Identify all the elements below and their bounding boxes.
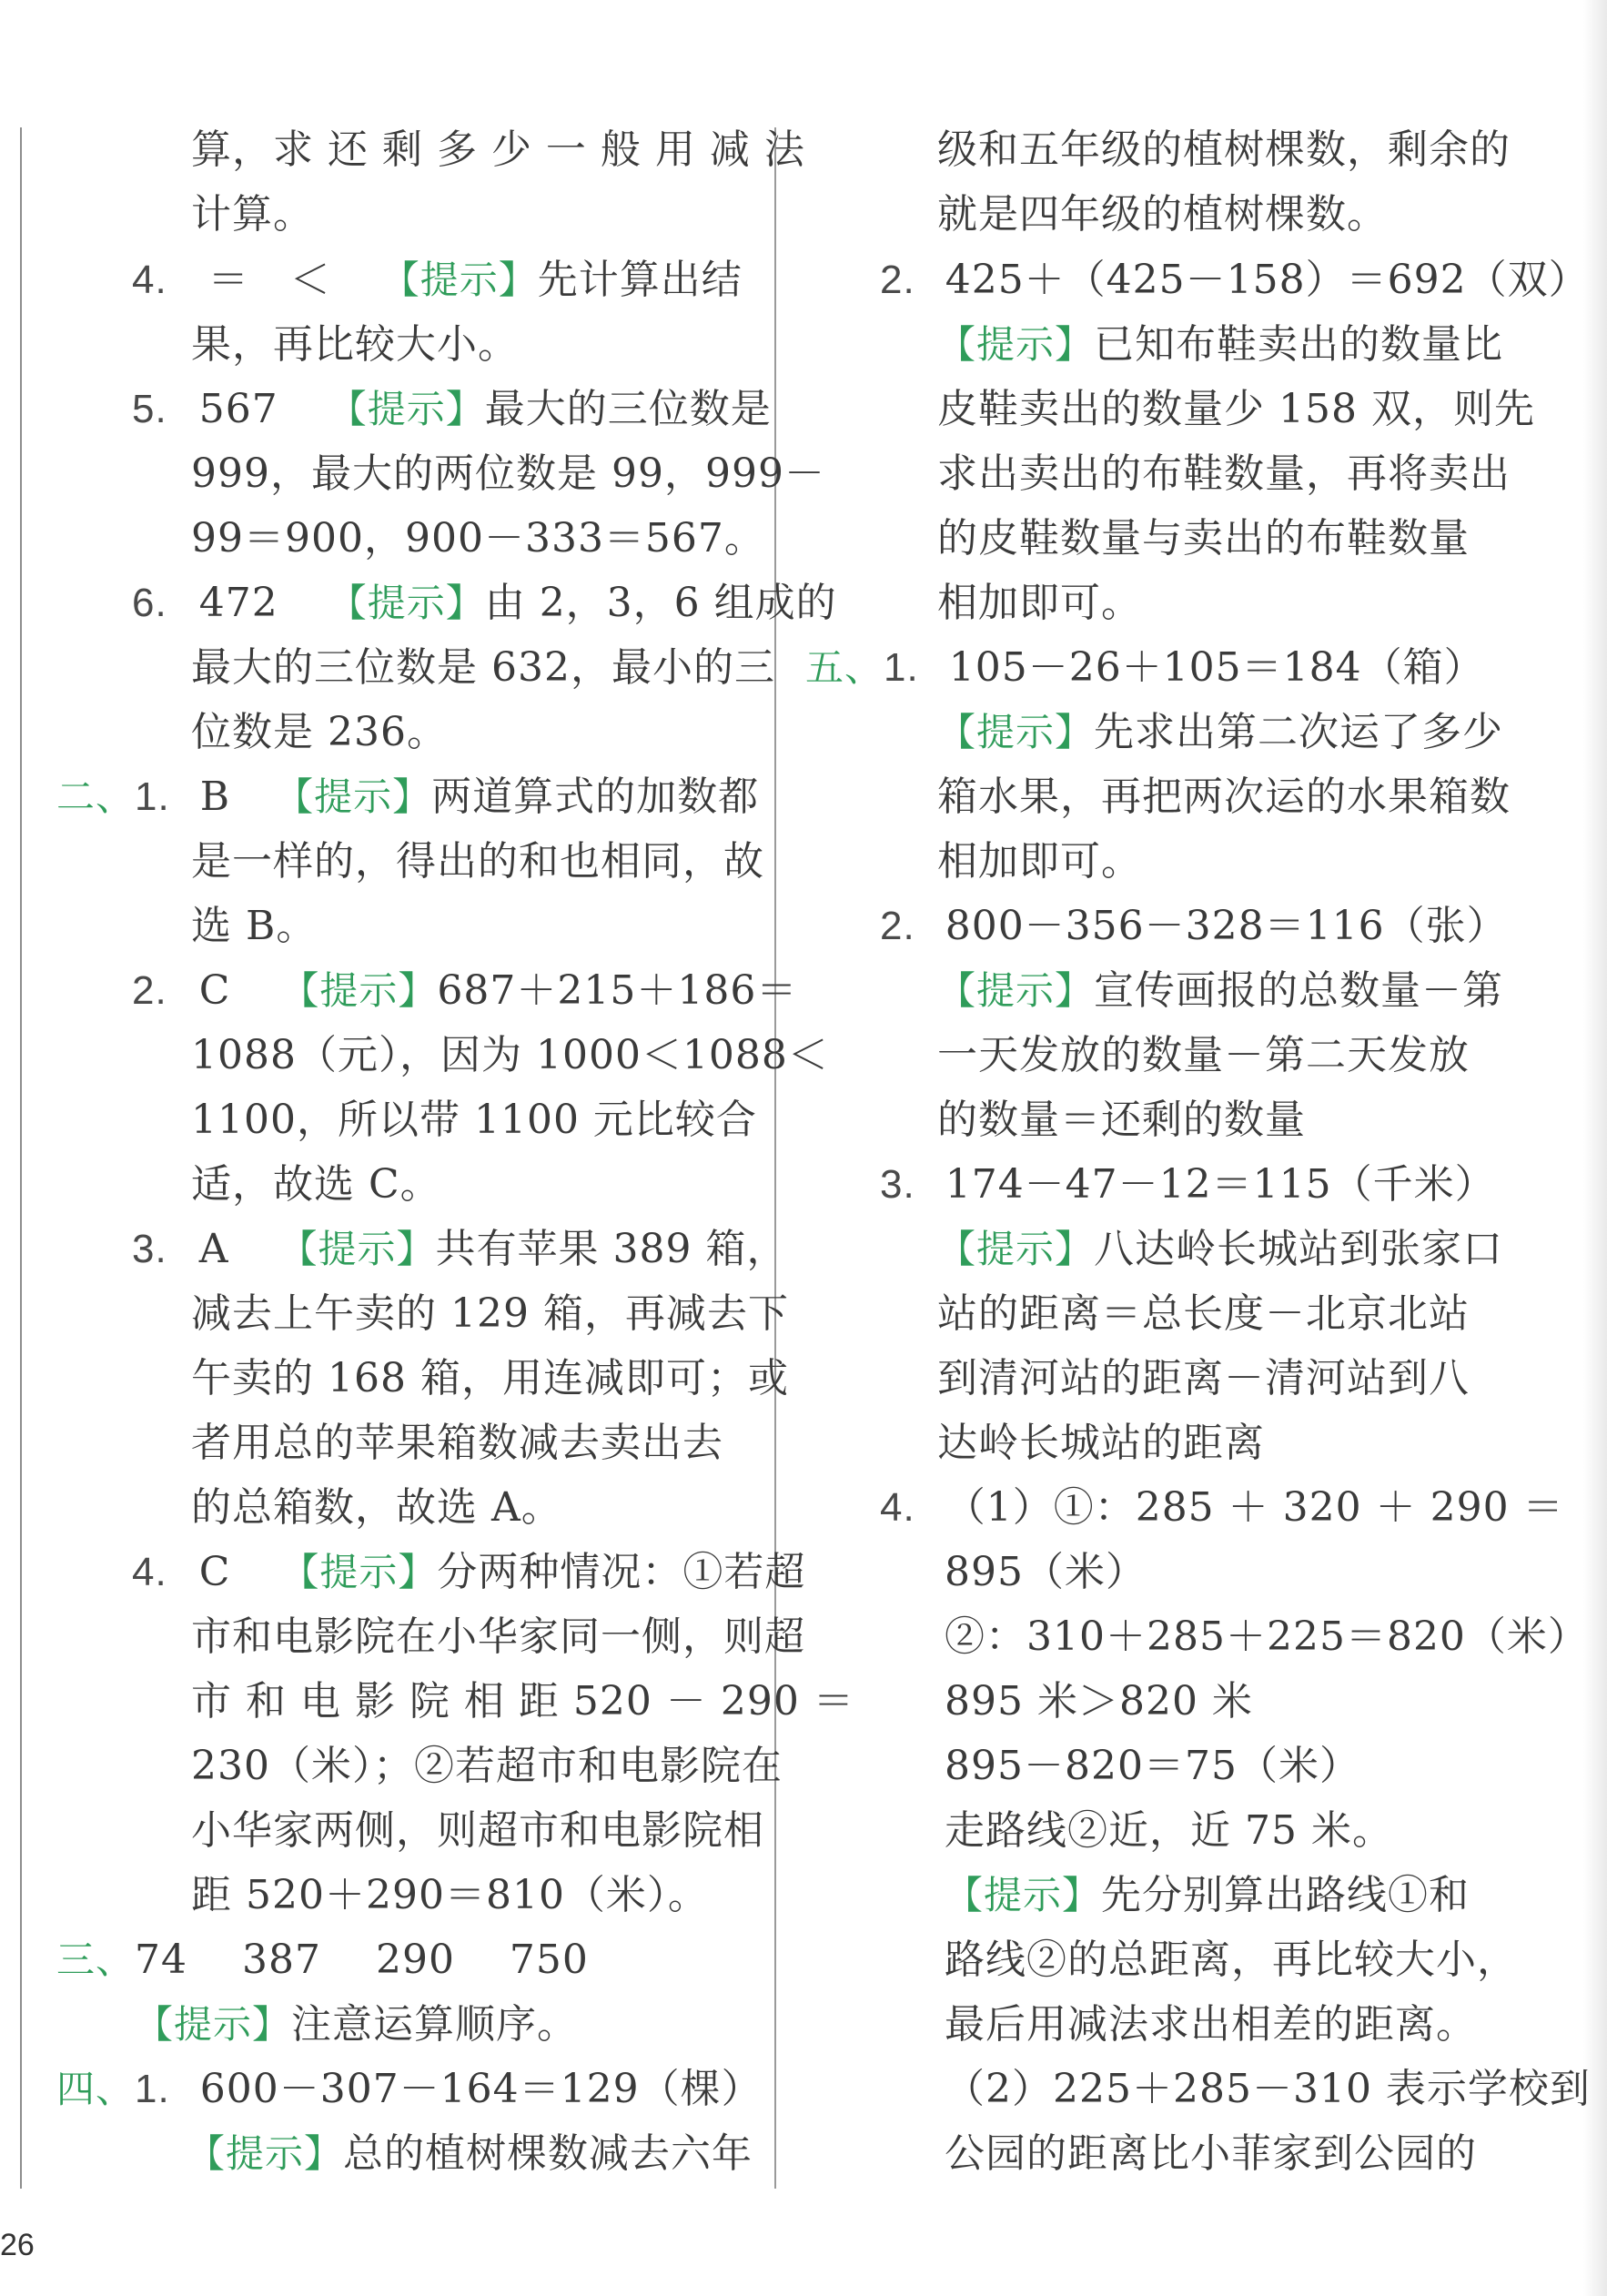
question-number: 2. xyxy=(880,258,915,302)
section-5-q3 xyxy=(880,1158,1496,1212)
question-number: 4. xyxy=(880,1485,915,1530)
answer: 174－47－12＝115（千米） xyxy=(945,1161,1496,1208)
hint-line xyxy=(945,1868,1470,1923)
page-number: 26 xyxy=(0,2228,35,2262)
answer: C xyxy=(198,1549,231,1595)
text-line: 895（米） xyxy=(945,1549,1147,1595)
text-line: 者用总的苹果箱数减去卖出去 xyxy=(191,1420,723,1466)
text-line: 的数量＝还剩的数量 xyxy=(937,1097,1306,1143)
question-number: 5. xyxy=(132,387,167,431)
hint-text: 687＋215＋186＝ xyxy=(437,967,798,1014)
hint-text: 总的植树棵数减去六年 xyxy=(343,2130,753,2177)
section-5-q1 xyxy=(805,641,1485,695)
text-line: 减去上午卖的 129 箱，再减去下 xyxy=(191,1290,789,1337)
text-line: 公园的距离比小菲家到公园的 xyxy=(945,2130,1477,2177)
section-label: 三、 xyxy=(56,1938,136,1981)
text-line: 1100，所以带 1100 元比较合 xyxy=(191,1097,757,1143)
question-number: 2. xyxy=(132,968,167,1013)
hint-text: 先计算出结 xyxy=(537,257,743,303)
hint-text: 八达岭长城站到张家口 xyxy=(1094,1226,1504,1272)
section-2-q2 xyxy=(132,964,797,1018)
text-line: 999，最大的两位数是 99，999－ xyxy=(191,450,825,497)
answer: B xyxy=(199,774,231,820)
text-line: 最大的三位数是 632，最小的三 xyxy=(191,644,775,691)
question-number: 1. xyxy=(884,645,919,690)
text-line: 就是四年级的植树棵数。 xyxy=(937,191,1388,238)
text-line: 230（米）；②若超市和电影院在 xyxy=(191,1743,783,1789)
text-line: 一天发放的数量－第二天发放 xyxy=(937,1032,1470,1078)
text-line: 达岭长城站的距离 xyxy=(937,1420,1265,1466)
answer: A xyxy=(198,1226,229,1272)
answer-line-5 xyxy=(132,382,772,437)
text-line: 求出卖出的布鞋数量，再将卖出 xyxy=(937,450,1511,497)
question-number: 1. xyxy=(135,774,170,819)
text-line: 级和五年级的植树棵数，剩余的 xyxy=(937,126,1511,173)
hint-text: 分两种情况：①若超 xyxy=(437,1549,806,1595)
text-line: 99＝900，900－333＝567。 xyxy=(191,515,765,561)
text-line: ②：310＋285＋225＝820（米） xyxy=(945,1613,1589,1660)
hint-text: 先求出第二次运了多少 xyxy=(1094,709,1504,755)
text-line: 距 520＋290＝810（米）。 xyxy=(191,1872,709,1918)
hint-label: 【提示】 xyxy=(937,1227,1095,1271)
hint-label: 【提示】 xyxy=(275,774,432,819)
question-number: 1. xyxy=(135,2067,170,2111)
answer: 472 xyxy=(198,580,278,626)
text-line: 895 米＞820 米 xyxy=(945,1678,1253,1725)
hint-text: 最大的三位数是 xyxy=(484,386,772,432)
question-number: 3. xyxy=(132,1227,167,1271)
answer: 105－26＋105＝184（箱） xyxy=(948,644,1485,691)
hint-text: 先分别算出路线①和 xyxy=(1101,1872,1471,1918)
hint-text: 注意运算顺序。 xyxy=(291,2001,579,2048)
hint-label: 【提示】 xyxy=(937,710,1095,754)
question-number: 4. xyxy=(132,1550,167,1594)
hint-label: 【提示】 xyxy=(937,322,1095,367)
answer-line-4 xyxy=(132,253,743,308)
section-2-q1 xyxy=(56,770,759,824)
section-label: 四、 xyxy=(56,2068,136,2110)
text-line: 1088（元），因为 1000＜1088＜ xyxy=(191,1032,829,1078)
text-line: 果，再比较大小。 xyxy=(191,321,519,368)
hint-label: 【提示】 xyxy=(280,968,438,1013)
text-line: 是一样的，得出的和也相同，故 xyxy=(191,838,764,885)
section-5-q2 xyxy=(880,899,1508,954)
text-line: 的总箱数，故选 A。 xyxy=(191,1484,562,1531)
text-line: （2）225＋285－310 表示学校到 xyxy=(945,2066,1591,2112)
text-line: 箱水果，再把两次运的水果箱数 xyxy=(937,774,1511,820)
section-3 xyxy=(56,1933,589,1988)
section-4-q1-hint xyxy=(187,2127,753,2181)
answer-line-2 xyxy=(880,253,1590,308)
section-2-q4 xyxy=(132,1545,805,1600)
answers: 74 387 290 750 xyxy=(135,1937,589,1983)
hint-label: 【提示】 xyxy=(328,581,485,625)
section-label: 二、 xyxy=(56,775,136,818)
text-line: 最后用减法求出相差的距离。 xyxy=(945,2001,1477,2048)
section-4-q1 xyxy=(56,2062,763,2117)
answer: 800－356－328＝116（张） xyxy=(945,903,1508,949)
text-line: 计算。 xyxy=(191,191,314,238)
text-line: 算，求 还 剩 多 少 一 般 用 减 法 xyxy=(191,126,805,173)
section-label: 五、 xyxy=(805,646,884,689)
hint-text: 两道算式的加数都 xyxy=(431,774,760,820)
text-line: 适，故选 C。 xyxy=(191,1161,441,1208)
text-line: 的皮鞋数量与卖出的布鞋数量 xyxy=(937,515,1470,561)
hint-label: 【提示】 xyxy=(280,1550,438,1594)
text-line: 相加即可。 xyxy=(937,580,1142,626)
question-number: 6. xyxy=(132,581,167,625)
answer: （1）①：285 ＋ 320 ＋ 290 ＝ xyxy=(945,1484,1564,1531)
hint-label: 【提示】 xyxy=(937,968,1095,1013)
text-line: 市和电影院在小华家同一侧，则超 xyxy=(191,1613,805,1660)
hint-line xyxy=(937,1222,1503,1277)
text-line: 相加即可。 xyxy=(937,838,1142,885)
column-divider xyxy=(774,127,776,2189)
hint-label: 【提示】 xyxy=(328,387,485,431)
section-5-q4 xyxy=(880,1481,1564,1535)
text-line: 路线②的总距离，再比较大小， xyxy=(945,1937,1518,1983)
hint-text: 已知布鞋卖出的数量比 xyxy=(1094,321,1504,368)
question-number: 2. xyxy=(880,904,915,948)
left-margin-rule xyxy=(20,127,22,2189)
hint-label: 【提示】 xyxy=(380,258,538,302)
text-line: 市 和 电 影 院 相 距 520 － 290 ＝ xyxy=(191,1678,854,1725)
hint-label: 【提示】 xyxy=(187,2131,344,2176)
text-line: 站的距离＝总长度－北京北站 xyxy=(937,1290,1470,1337)
answer-line-6 xyxy=(132,576,837,631)
text-line: 到清河站的距离－清河站到八 xyxy=(937,1355,1470,1401)
text-line: 皮鞋卖出的数量少 158 双，则先 xyxy=(937,386,1535,432)
hint-line xyxy=(937,318,1503,372)
hint-label: 【提示】 xyxy=(135,2002,292,2047)
hint-text: 共有苹果 389 箱， xyxy=(435,1226,788,1272)
hint-label: 【提示】 xyxy=(945,1873,1102,1917)
hint-line xyxy=(937,705,1503,760)
text-line: 选 B。 xyxy=(191,903,318,949)
answer: C xyxy=(198,967,231,1014)
text-line: 位数是 236。 xyxy=(191,709,448,755)
text-line: 走路线②近，近 75 米。 xyxy=(945,1807,1393,1854)
answer: ＝ ＜ xyxy=(207,257,331,303)
page-edge-shadow xyxy=(1583,0,1607,2296)
hint-text: 宣传画报的总数量－第 xyxy=(1094,967,1504,1014)
answer: 567 xyxy=(198,386,278,432)
question-number: 4. xyxy=(132,258,167,302)
text-line: 小华家两侧，则超市和电影院相 xyxy=(191,1807,764,1854)
section-3-hint xyxy=(135,1998,578,2052)
section-2-q3 xyxy=(132,1222,787,1277)
answer: 425＋（425－158）＝692（双） xyxy=(945,257,1590,303)
hint-line xyxy=(937,964,1503,1018)
hint-label: 【提示】 xyxy=(278,1227,436,1271)
text-line: 895－820＝75（米） xyxy=(945,1743,1360,1789)
question-number: 3. xyxy=(880,1162,915,1207)
text-line: 午卖的 168 箱，用连减即可；或 xyxy=(191,1355,789,1401)
answer: 600－307－164＝129（棵） xyxy=(199,2066,763,2112)
hint-text: 由 2，3，6 组成的 xyxy=(484,580,837,626)
